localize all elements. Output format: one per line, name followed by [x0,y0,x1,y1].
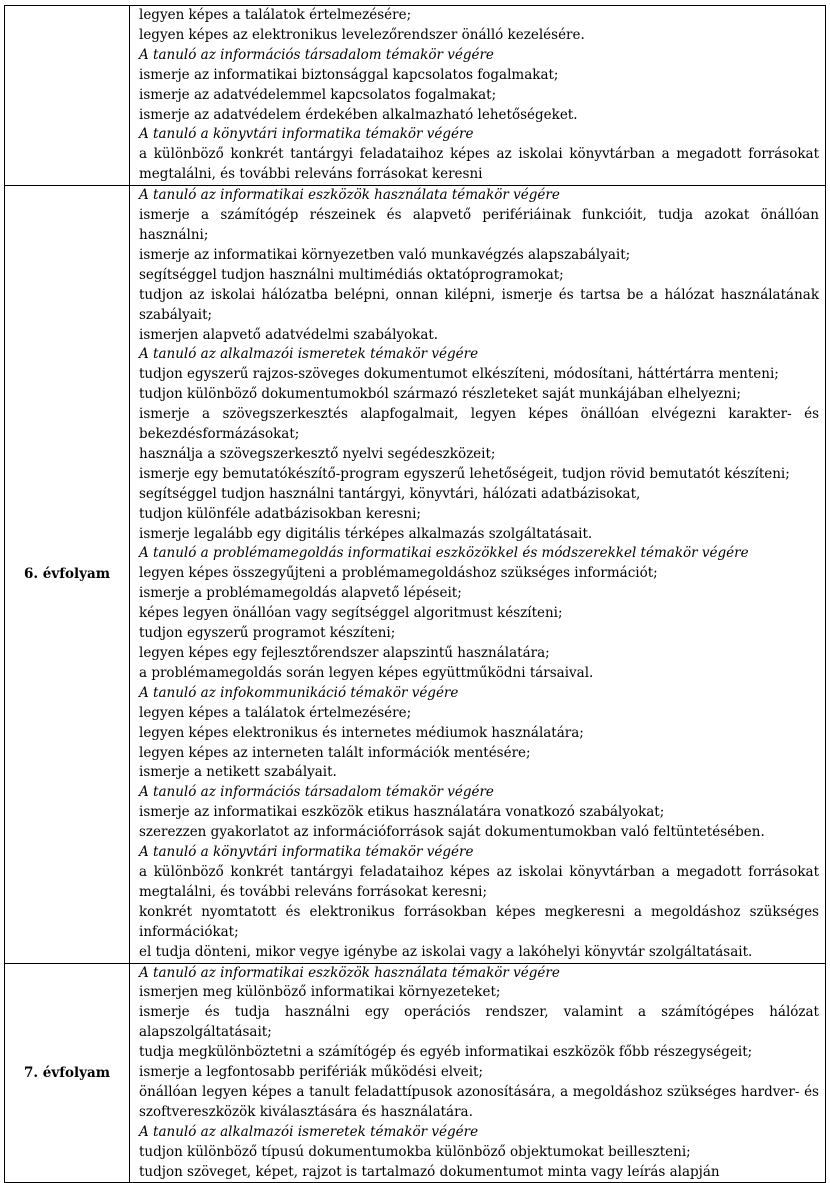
requirement-item: tudjon különféle adatbázisokban keresni; [139,505,421,522]
requirement-item: ismerje a szövegszerkesztés alapfogalmait, legyen képes önállóan elvégezni karakter- és bekezdésformázásokat; [139,406,819,443]
requirement-item: ismerjen alapvető adatvédelmi szabályokat. [139,326,439,343]
requirement-item: ismerje az adatvédelem érdekében alkalmazható lehetőségeket. [139,106,578,123]
requirement-item: ismerjen meg különböző informatikai környezeteket; [139,984,501,1001]
requirement-item: önállóan legyen képes a tanult feladattípusok azonosítására, a megoldáshoz szükséges hardver- és szoftvereszközök kiválasztására és használatára. [139,1083,819,1120]
requirement-item: legyen képes az interneten talált információk mentésére; [139,744,531,761]
requirements-cell [130,6,826,186]
topic-heading: A tanuló a könyvtári informatika témakör végére [139,844,474,861]
requirement-item: tudja megkülönböztetni a számítógép és egyéb informatikai eszközök főbb részegységeit; [139,1044,753,1061]
requirements-cell [130,963,826,1183]
topic-heading: A tanuló a könyvtári informatika témakör végére [139,126,474,143]
requirement-item: ismerje az informatikai környezetben való munkavégzés alapszabályait; [139,246,631,263]
requirement-item: legyen képes a találatok értelmezésére; [139,7,412,23]
requirement-item: tudjon egyszerű programot készíteni; [139,625,396,642]
topic-heading: A tanuló az információs társadalom témakör végére [139,784,494,801]
topic-heading: A tanuló az alkalmazói ismeretek témakör végére [139,1123,479,1140]
grade-label: 7. évfolyam [5,963,130,1183]
requirement-item: legyen képes az elektronikus levelezőrendszer önálló kezelésére. [139,26,585,43]
requirement-item: el tudja dönteni, mikor vegye igénybe az iskolai vagy a lakóhelyi könyvtár szolgáltatásait. [139,943,753,960]
grade-label [5,6,130,186]
requirement-item: ismerje az adatvédelemmel kapcsolatos fogalmakat; [139,86,497,103]
requirement-item: képes legyen önállóan vagy segítséggel algoritmust készíteni; [139,605,563,622]
requirement-item: használja a szövegszerkesztő nyelvi segédeszközeit; [139,445,496,462]
requirements-cell [130,186,826,963]
requirement-item: legyen képes elektronikus és internetes médiumok használatára; [139,724,584,741]
topic-heading: A tanuló az informatikai eszközök használata témakör végére [139,187,560,204]
requirement-item: ismerje és tudja használni egy operációs rendszer, valamint a számítógépes hálózat alapszolgáltatásait; [139,1004,819,1041]
requirement-item: a problémamegoldás során legyen képes együttműködni társaival. [139,664,594,681]
requirement-item: segítséggel tudjon használni multimédiás oktatóprogramokat; [139,266,564,283]
topic-heading: A tanuló az alkalmazói ismeretek témakör végére [139,346,479,363]
topic-heading: A tanuló az informatikai eszközök használata témakör végére [139,964,560,981]
requirement-item: ismerje legalább egy digitális térképes alkalmazás szolgáltatásait. [139,525,593,542]
grade-label: 6. évfolyam [5,186,130,963]
topic-heading: A tanuló az információs társadalom témakör végére [139,46,494,63]
requirement-item: legyen képes egy fejlesztőrendszer alapszintű használatára; [139,645,550,661]
curriculum-table [4,5,826,1183]
requirement-item: konkrét nyomtatott és elektronikus forrásokban képes megkeresni a megoldáshoz szükséges információkat; [139,903,819,940]
topic-heading: A tanuló az infokommunikáció témakör végére [139,684,459,701]
requirement-item: ismerje a legfontosabb perifériák működési elveit; [139,1064,484,1081]
requirement-item: tudjon szöveget, képet, rajzot is tartalmazó dokumentumot minta vagy leírás alapján [139,1163,720,1180]
requirement-item: tudjon különböző típusú dokumentumokba különböző objektumokat beilleszteni; [139,1143,691,1160]
topic-heading: A tanuló a problémamegoldás informatikai eszközökkel és módszerekkel témakör végére [139,545,749,562]
requirement-item: segítséggel tudjon használni tantárgyi, könyvtári, hálózati adatbázisokat, [139,485,641,502]
requirement-item: ismerje a számítógép részeinek és alapvető perifériáinak funkcióit, tudja azokat önállóan használni; [139,207,819,243]
requirement-item: legyen képes összegyűjteni a problémamegoldáshoz szükséges információt; [139,565,658,582]
requirement-item: a különböző konkrét tantárgyi feladataihoz képes az iskolai könyvtárban a megadott forrásokat megtalálni, és további releváns forrásokat keresni; [139,863,819,900]
requirement-item: legyen képes a találatok értelmezésére; [139,704,412,721]
requirement-item: ismerje a problémamegoldás alapvető lépéseit; [139,585,462,602]
requirement-item: tudjon egyszerű rajzos-szöveges dokumentumot elkészíteni, módosítani, háttértárra menteni; [139,366,779,383]
grade-row [5,186,826,963]
requirement-item: ismerje a netikett szabályait. [139,764,337,781]
requirement-item: ismerje egy bemutatókészítő-program egyszerű lehetőségeit, tudjon rövid bemutatót készíteni; [139,465,790,482]
grade-row [5,963,826,1183]
requirement-item: a különböző konkrét tantárgyi feladataihoz képes az iskolai könyvtárban a megadott forrásokat megtalálni, és további releváns forrásokat keresni [139,146,819,183]
grade-row [5,6,826,186]
requirement-item: ismerje az informatikai eszközök etikus használatára vonatkozó szabályokat; [139,804,665,821]
requirement-item: ismerje az informatikai biztonsággal kapcsolatos fogalmakat; [139,66,559,83]
requirement-item: tudjon az iskolai hálózatba belépni, onnan kilépni, ismerje és tartsa be a hálózat használatának szabályait; [139,286,819,323]
requirement-item: tudjon különböző dokumentumokból származó részleteket saját munkájában elhelyezni; [139,386,741,403]
requirement-item: szerezzen gyakorlatot az információforrások saját dokumentumokban való feltüntetésében. [139,824,765,841]
table-body [5,6,826,1183]
